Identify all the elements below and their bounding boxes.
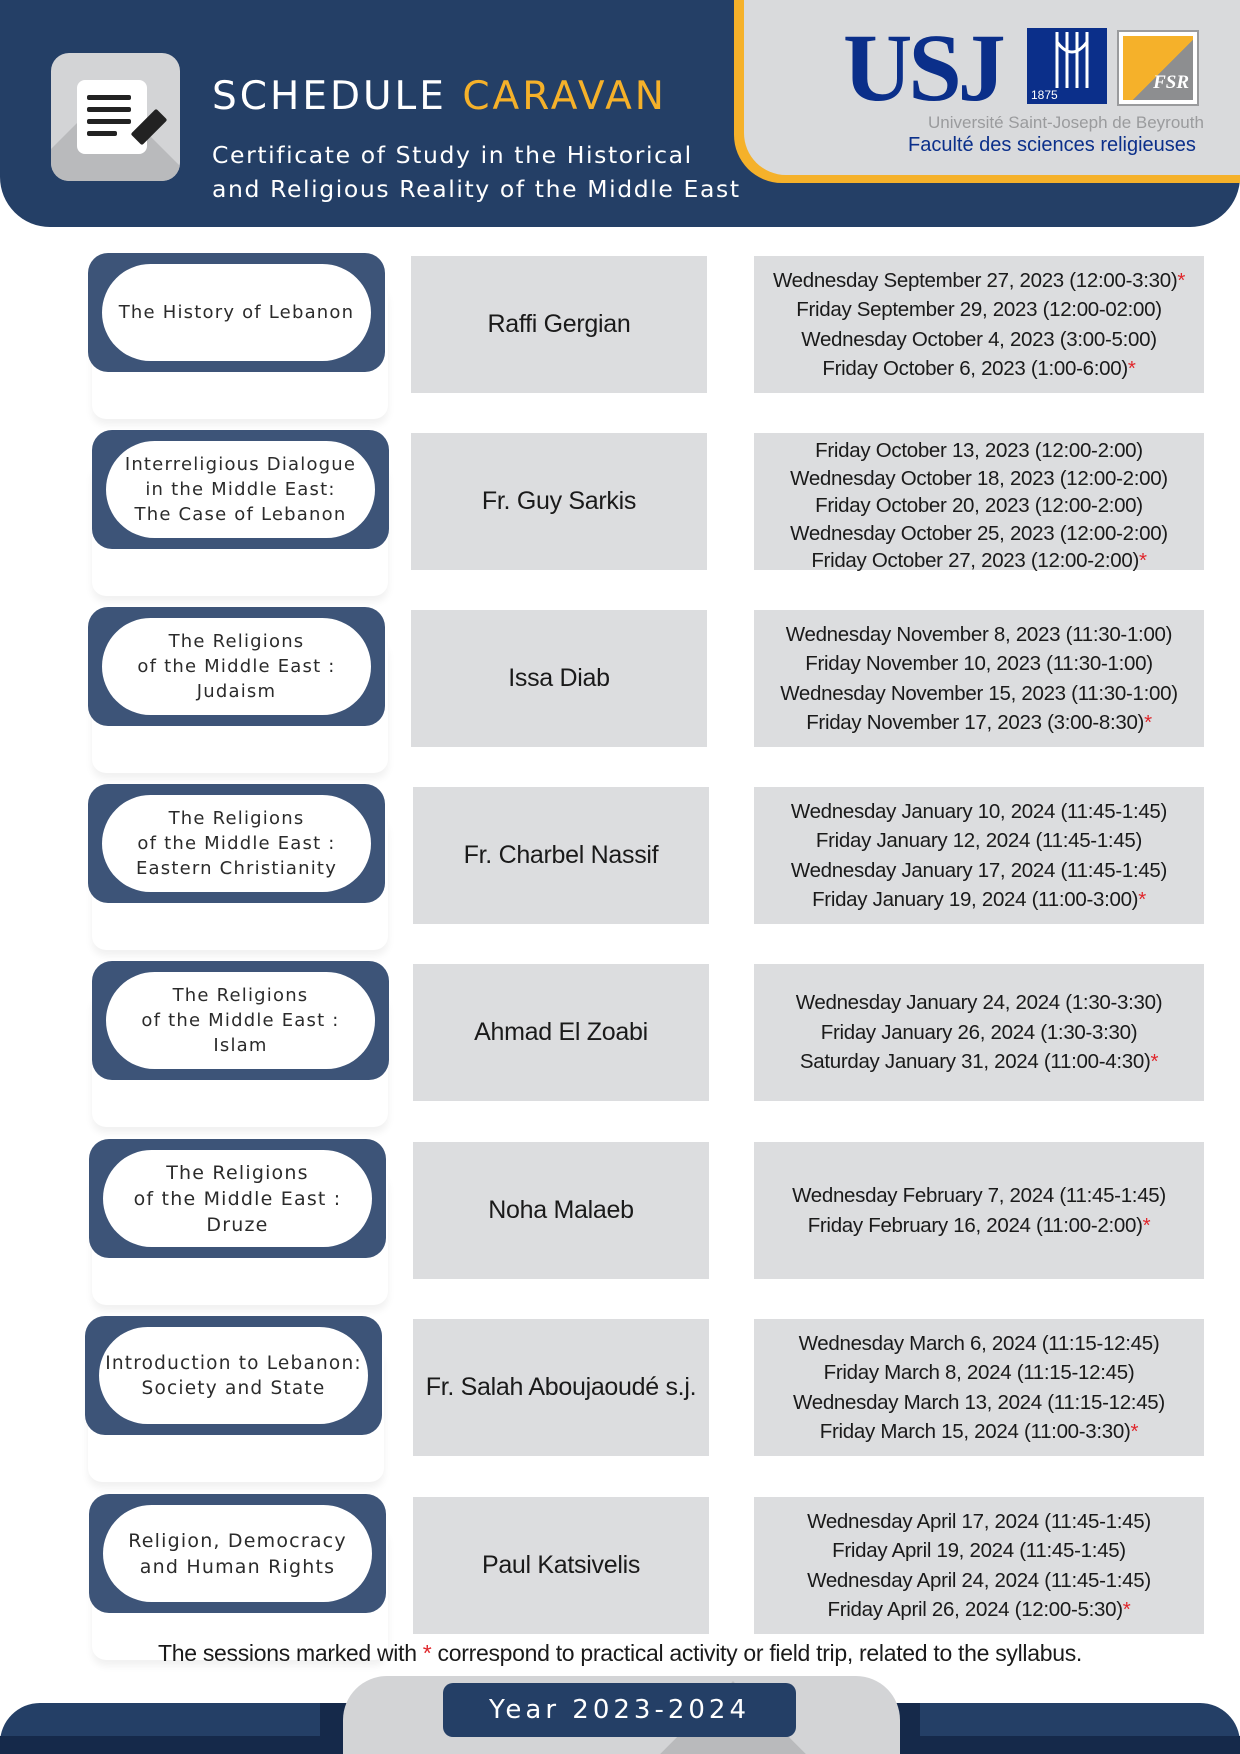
course-row <box>0 1139 1240 1309</box>
session-line: Friday October 13, 2023 (12:00-2:00) <box>815 439 1143 462</box>
document-icon <box>51 53 180 181</box>
session-dates <box>754 1319 1204 1456</box>
course-row <box>0 607 1240 777</box>
university-name: Université Saint-Joseph de Beyrouth <box>928 113 1204 132</box>
course-title: The Religions of the Middle East : Eastern Christianity <box>102 795 371 892</box>
course-row <box>0 784 1240 954</box>
session-line: Friday March 15, 2024 (11:00-3:30)* <box>819 1420 1139 1443</box>
course-title-badge <box>88 784 385 903</box>
course-title: The Religions of the Middle East : Judaism <box>102 618 371 715</box>
session-line: Wednesday March 13, 2024 (11:15-12:45) <box>793 1390 1165 1414</box>
asterisk-marker: * <box>422 1640 432 1666</box>
session-dates <box>754 1497 1204 1634</box>
course-row <box>0 253 1240 423</box>
course-title: The History of Lebanon <box>102 264 371 361</box>
session-line: Friday March 8, 2024 (11:15-12:45) <box>823 1361 1135 1384</box>
session-line: Friday October 27, 2023 (12:00-2:00)* <box>811 549 1147 572</box>
session-line: Wednesday October 4, 2023 (3:00-5:00) <box>801 327 1157 351</box>
course-row <box>0 1316 1240 1486</box>
instructor-name: Issa Diab <box>411 610 707 747</box>
session-line: Friday October 6, 2023 (1:00-6:00)* <box>822 357 1136 380</box>
subtitle-line-1: Certificate of Study in the Historical <box>212 141 693 169</box>
session-line: Friday November 17, 2023 (3:00-8:30)* <box>806 711 1152 734</box>
usj-emblem-icon <box>1027 28 1107 104</box>
subtitle-line-2: and Religious Reality of the Middle East <box>212 175 741 203</box>
session-line: Wednesday October 18, 2023 (12:00-2:00) <box>790 466 1168 490</box>
session-line: Wednesday November 8, 2023 (11:30-1:00) <box>785 622 1173 646</box>
footnote: The sessions marked with * correspond to practical activity or field trip, related to the syllabus. <box>158 1640 1082 1666</box>
session-line: Saturday January 31, 2024 (11:00-4:30)* <box>799 1050 1159 1074</box>
session-dates <box>754 610 1204 747</box>
session-line: Friday April 19, 2024 (11:45-1:45) <box>832 1539 1126 1562</box>
session-line: Wednesday November 15, 2023 (11:30-1:00) <box>780 681 1178 705</box>
page-title <box>212 74 667 119</box>
academic-year-label: Year 2023-2024 <box>443 1683 796 1737</box>
page-subtitle <box>212 138 752 206</box>
course-title: Religion, Democracy and Human Rights <box>103 1505 372 1602</box>
course-title-badge <box>92 961 389 1080</box>
session-dates <box>754 256 1204 393</box>
session-line: Wednesday April 17, 2024 (11:45-1:45) <box>807 1509 1151 1533</box>
session-line: Friday January 12, 2024 (11:45-1:45) <box>815 829 1143 852</box>
session-line: Wednesday January 17, 2024 (11:45-1:45) <box>790 858 1168 882</box>
session-line: Friday February 16, 2024 (11:00-2:00)* <box>807 1213 1151 1237</box>
session-line: Friday September 29, 2023 (12:00-02:00) <box>796 298 1162 321</box>
session-dates <box>754 1142 1204 1279</box>
session-line: Wednesday March 6, 2024 (11:15-12:45) <box>798 1331 1160 1355</box>
session-line: Friday April 26, 2024 (12:00-5:30)* <box>827 1598 1131 1621</box>
fsr-logo <box>1117 30 1199 106</box>
session-line: Friday January 19, 2024 (11:00-3:00)* <box>812 888 1146 911</box>
instructor-name: Fr. Charbel Nassif <box>413 787 709 924</box>
session-dates <box>754 964 1204 1101</box>
course-title: Introduction to Lebanon: Society and State <box>99 1327 368 1424</box>
fsr-logo-text: FSR <box>1153 72 1189 93</box>
instructor-name: Noha Malaeb <box>413 1142 709 1279</box>
usj-logo-text: USJ <box>843 14 1002 121</box>
session-line: Wednesday October 25, 2023 (12:00-2:00) <box>790 521 1168 545</box>
instructor-name: Fr. Guy Sarkis <box>411 433 707 570</box>
course-row <box>0 430 1240 600</box>
session-line: Friday January 26, 2024 (1:30-3:30) <box>820 1020 1138 1044</box>
instructor-name: Fr. Salah Aboujaoudé s.j. <box>413 1319 709 1456</box>
faculty-name: Faculté des sciences religieuses <box>908 134 1196 156</box>
course-title: Interreligious Dialogue in the Middle East: The Case of Lebanon <box>106 441 375 538</box>
course-row <box>0 1494 1240 1664</box>
course-row <box>0 961 1240 1131</box>
session-line: Wednesday April 24, 2024 (11:45-1:45) <box>807 1568 1151 1592</box>
session-line: Wednesday January 24, 2024 (1:30-3:30) <box>795 991 1163 1015</box>
instructor-name: Ahmad El Zoabi <box>413 964 709 1101</box>
course-title: The Religions of the Middle East : Druze <box>103 1150 372 1247</box>
title-accent: CARAVAN <box>462 74 667 119</box>
session-dates <box>754 787 1204 924</box>
instructor-name: Paul Katsivelis <box>413 1497 709 1634</box>
session-line: Wednesday February 7, 2024 (11:45-1:45) <box>792 1184 1166 1207</box>
session-line: Friday November 10, 2023 (11:30-1:00) <box>805 652 1153 675</box>
title-main: SCHEDULE <box>212 74 447 119</box>
course-title-badge <box>88 607 385 726</box>
session-line: Friday October 20, 2023 (12:00-2:00) <box>815 494 1143 517</box>
instructor-name: Raffi Gergian <box>411 256 707 393</box>
session-line: Wednesday September 27, 2023 (12:00-3:30)* <box>772 268 1186 292</box>
session-line: Wednesday January 10, 2024 (11:45-1:45) <box>790 799 1168 823</box>
course-title-badge <box>89 1139 386 1258</box>
session-dates <box>754 433 1204 570</box>
course-title-badge <box>92 430 389 549</box>
course-title-badge <box>85 1316 382 1435</box>
course-title: The Religions of the Middle East : Islam <box>106 972 375 1069</box>
header-banner <box>0 0 1240 227</box>
usj-founded-year: 1875 <box>1031 88 1058 102</box>
course-title-badge <box>88 253 385 372</box>
course-title-badge <box>89 1494 386 1613</box>
